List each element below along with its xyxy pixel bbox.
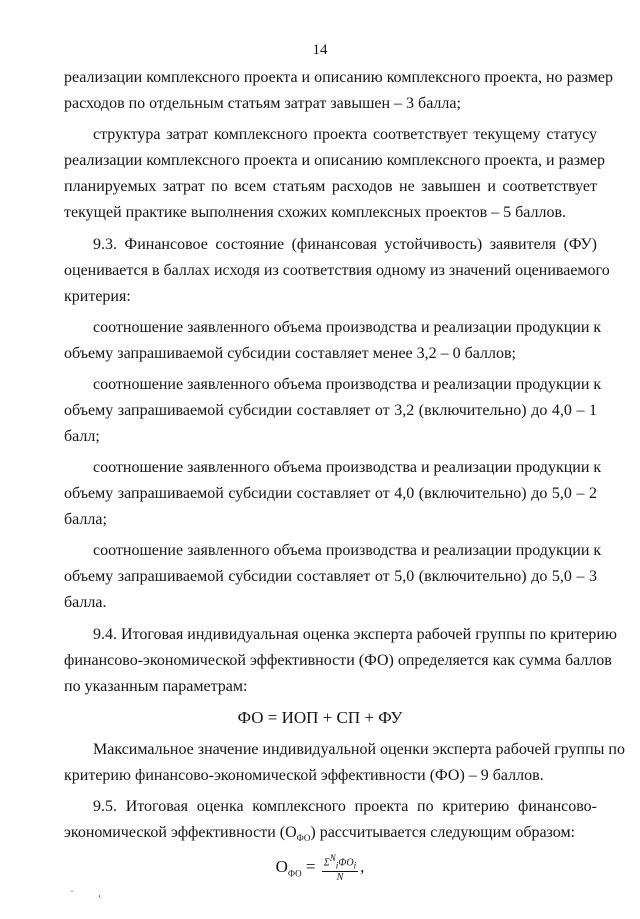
scan-mark: · [70,884,74,898]
formula-lhs-subscript: ФО [287,868,302,879]
text-line: текущей практике выполнения схожих комплексных проектов – 5 баллов. [64,204,567,221]
formula-fo: ФО = ИОП + СП + ФУ [237,708,403,727]
text-line: планируемых затрат по всем статьям расходов не завышен и соответствует [64,178,597,195]
text-line: структура затрат комплексного проекта соответствует текущему статусу [93,126,597,143]
text-line: соотношение заявленного объема производства и реализации продукции к [93,319,602,336]
page-number: 14 [312,42,328,58]
formula-comma: , [360,857,365,877]
text-line: объему запрашиваемой субсидии составляет от 4,0 (включительно) до 5,0 – 2 [64,485,597,502]
sum-symbol: Σ [323,857,330,869]
sum-term: ФО [338,857,354,869]
text-line: реализации комплексного проекта и описанию комплексного проекта, но размер [64,69,614,86]
text-line: критерия: [64,288,131,305]
text-line: реализации комплексного проекта и описанию комплексного проекта, и размер [64,152,606,169]
text-line: балла; [64,511,107,528]
text-line: Максимальное значение индивидуальной оценки эксперта рабочей группы по [93,741,625,758]
fraction-denominator: N [336,872,344,884]
text-line: 9.4. Итоговая индивидуальная оценка эксперта рабочей группы по критерию [93,626,617,643]
text-line: соотношение заявленного объема производства и реализации продукции к [93,376,602,393]
text-line: по указанным параметрам: [64,678,248,695]
sum-superscript: N [329,853,336,863]
text-line: соотношение заявленного объема производства и реализации продукции к [93,459,602,476]
text-line: 9.3. Финансовое состояние (финансовая устойчивость) заявителя (ФУ) [93,236,597,253]
formula-o-fo [0,852,640,884]
text-fragment: ) рассчитывается следующим образом: [310,824,576,841]
text-line: объему запрашиваемой субсидии составляет от 3,2 (включительно) до 4,0 – 1 [64,402,597,419]
scan-mark: ˛ [98,884,102,898]
fraction-numerator [322,852,358,872]
formula-fraction [322,852,358,884]
sum-subscript: i [335,860,339,871]
formula-equals: = [305,857,316,877]
text-line: финансово-экономической эффективности (ФО) определяется как сумма баллов [64,652,612,669]
text-line: балла. [64,594,107,611]
text-line: соотношение заявленного объема производства и реализации продукции к [93,542,602,559]
formula-lhs: О [275,857,288,877]
text-line: расходов по отдельным статьям затрат завышен – 3 балла; [64,95,461,112]
sum-term-subscript: i [353,860,357,871]
text-line: 9.5. Итоговая оценка комплексного проекта по критерию финансово- [93,798,597,815]
text-line: объему запрашиваемой субсидии составляет менее 3,2 – 0 баллов; [64,345,516,362]
text-line: объему запрашиваемой субсидии составляет от 5,0 (включительно) до 5,0 – 3 [64,568,597,585]
text-line [64,824,597,847]
subscript: ФО [296,833,311,844]
text-line: оценивается в баллах исходя из соответствия одному из значений оцениваемого [64,262,610,279]
text-fragment: экономической эффективности (О [64,824,297,841]
text-line: балл; [64,428,100,445]
text-line: критерию финансово-экономической эффективности (ФО) – 9 баллов. [64,767,544,784]
